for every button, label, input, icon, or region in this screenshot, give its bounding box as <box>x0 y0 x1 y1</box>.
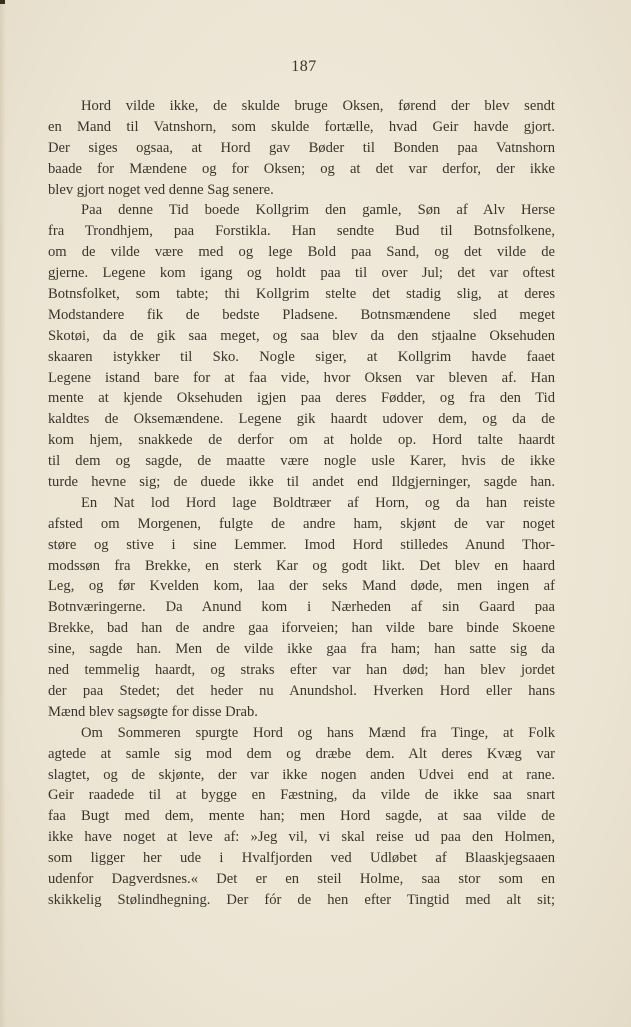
text-line: Botnværingerne. Da Anund kom i Nærheden af sin Gaard paa <box>48 599 555 616</box>
text-line: skikkelig Stølindhegning. Der fór de hen efter Tingtid med alt sit; <box>48 891 555 908</box>
text-line: Leg, og før Kvelden kom, laa der seks Mand døde, men ingen af <box>48 578 555 595</box>
text-line: som ligger her ude i Hvalfjorden ved Udløbet af Blaaskjegsaaen <box>48 850 555 867</box>
text-line: agtede at samle sig mod dem og dræbe dem. Alt deres Kvæg var <box>48 745 555 762</box>
text-line: Modstandere fik de bedste Pladsene. Botnsmændene sled meget <box>48 306 555 323</box>
text-line: faa Bugt med dem, mente han; men Hord sagde, at saa vilde de <box>48 808 555 825</box>
text-line: fra Trondhjem, paa Forstikla. Han sendte Bud til Botnsfolkene, <box>48 223 555 240</box>
text-line: til dem og sagde, de maatte være nogle usle Karer, hvis de ikke <box>48 453 555 470</box>
page-edge-shadow <box>0 0 6 1027</box>
text-line: sine, sagde han. Men de vilde ikke gaa fra ham; han satte sig da <box>48 641 555 658</box>
text-line: Om Sommeren spurgte Hord og hans Mænd fra Tinge, at Folk <box>81 724 555 741</box>
text-line: en Mand til Vatnshorn, som skulde fortælle, hvad Geir havde gjort. <box>48 118 555 135</box>
text-line: der paa Stedet; det heder nu Anundshol. Hverken Hord eller hans <box>48 682 555 699</box>
text-line: kom hjem, snakkede de derfor om at holde op. Hord talte haardt <box>48 432 555 449</box>
text-line: Botnsfolket, som tabte; thi Kollgrim stelte det stadig slig, at deres <box>48 286 555 303</box>
text-line: Mænd blev sagsøgte for disse Drab. <box>48 703 258 720</box>
text-line: mente at kjende Oksehuden igjen paa deres Fødder, og fra den Tid <box>48 390 555 407</box>
text-line: blev gjort noget ved denne Sag senere. <box>48 181 274 198</box>
text-line: Geir raadede til at bygge en Fæstning, da vilde de ikke saa snart <box>48 787 555 804</box>
body-text <box>48 96 555 911</box>
text-line: En Nat lod Hord lage Boldtræer af Horn, og da han reiste <box>81 494 555 511</box>
text-line: Paa denne Tid boede Kollgrim den gamle, Søn af Alv Herse <box>81 202 555 219</box>
text-line: afsted om Morgenen, fulgte de andre ham, skjønt de var noget <box>48 515 555 532</box>
text-line: Brekke, bad han de andre gaa iforveien; han vilde bare binde Skoene <box>48 620 555 637</box>
text-line: slagtet, og de skjønte, der var ikke nogen anden Udvei end at rane. <box>48 766 555 783</box>
text-line: modssøn fra Brekke, en sterk Kar og godt likt. Det blev en haard <box>48 557 555 574</box>
text-line: kaldtes de Oksemændene. Legene gik haardt udover dem, og da de <box>48 411 555 428</box>
text-line: ned temmelig haardt, og straks efter var han død; han blev jordet <box>48 662 555 679</box>
text-line: skaaren istykker til Sko. Nogle siger, at Kollgrim havde faaet <box>48 348 555 365</box>
text-line: Legene istand bare for at faa vide, hvor Oksen var bleven af. Han <box>48 369 555 386</box>
page-number: 187 <box>291 58 317 75</box>
text-line: støre og stive i sine Lemmer. Imod Hord stilledes Anund Thor- <box>48 536 555 553</box>
text-line: om de vilde være med og lege Bold paa Sand, og det vilde de <box>48 244 555 261</box>
text-line: ikke have noget at leve af: »Jeg vil, vi skal reise ud paa den Holmen, <box>48 829 555 846</box>
text-line: gjerne. Legene kom igang og holdt paa til over Jul; det var oftest <box>48 265 555 282</box>
text-line: baade for Mændene og for Oksen; og at det var derfor, der ikke <box>48 160 555 177</box>
text-line: Hord vilde ikke, de skulde bruge Oksen, førend der blev sendt <box>81 98 555 114</box>
corner-mark <box>0 0 5 4</box>
text-line: udenfor Dagverdsnes.« Det er en steil Holme, saa stor som en <box>48 870 555 887</box>
text-line: Der siges ogsaa, at Hord gav Bøder til Bonden paa Vatnshorn <box>48 139 555 156</box>
text-line: Skotøi, da de gik saa meget, og saa blev da den stjaalne Oksehuden <box>48 327 555 344</box>
text-line: turde hevne sig; de duede ikke til andet end Ildgjerninger, sagde han. <box>48 474 555 491</box>
